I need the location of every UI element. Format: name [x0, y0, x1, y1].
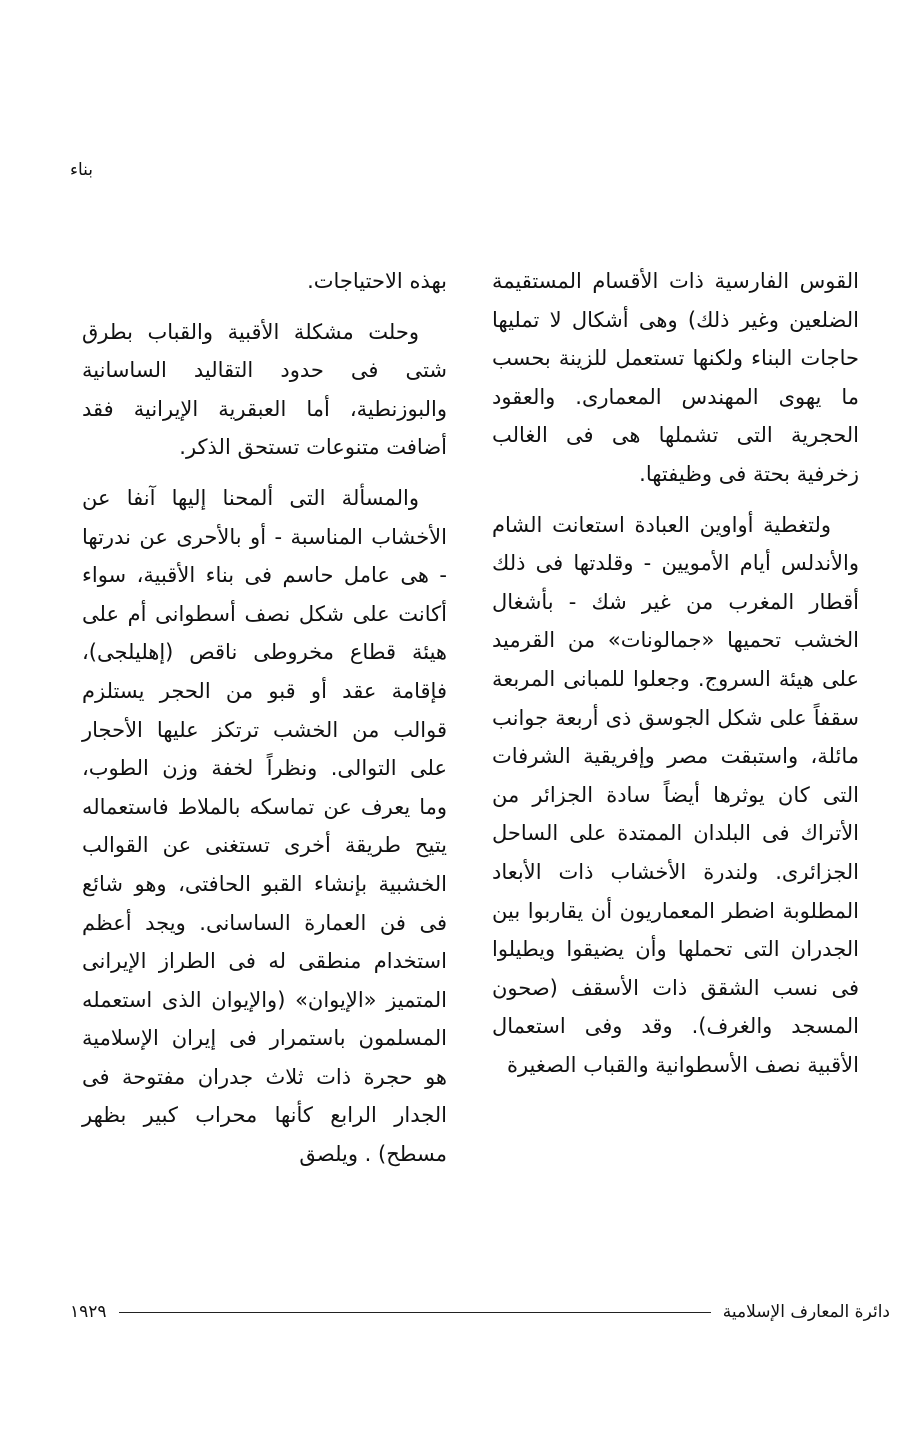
paragraph: والمسألة التى ألمحنا إليها آنفا عن الأخشاب المناسبة - أو بالأحرى عن ندرتها - هى عامل حاسم فى بناء الأقبية، سواء أكانت على شكل نصف أسطوانى أم على هيئة قطاع مخروطى ناقص (إهليلجى)، فإقامة عقد أو قبو من الحجر يستلزم قوالب من الخشب ترتكز عليها الأحجار على التوالى. ونظراً لخفة وزن الطوب، وما يعرف عن تماسكه بالملاط فاستعماله يتيح طريقة أخرى تستغنى عن القوالب الخشبية بإنشاء القبو الحافتى، وهو شائع فى فن العمارة الساسانى. ويجد أعظم استخدام منطقى له فى الطراز الإيرانى المتميز «الإيوان» (والإيوان الذى استعمله المسلمون باستمرار فى إيران الإسلامية هو حجرة ذات ثلاث جدران مفتوحة فى الجدار الرابع كأنها محراب كبير بظهر مسطح) . ويلصق — [82, 485, 447, 1167]
running-head: بناء — [70, 160, 94, 180]
right-column — [492, 262, 859, 1084]
left-column — [82, 262, 447, 1174]
paragraph: القوس الفارسية ذات الأقسام المستقيمة الضلعين وغير ذلك) وهى أشكال لا تمليها حاجات البناء ولكنها تستعمل للزينة بحسب ما يهوى المهندس المعمارى. والعقود الحجرية التى تشملها هى فى الغالب زخرفية بحتة فى وظيفتها. — [492, 269, 859, 486]
paragraph: بهذه الاحتياجات. — [307, 269, 447, 293]
paragraph: وحلت مشكلة الأقبية والقباب بطرق شتى فى حدود التقاليد الساسانية والبوزنطية، أما العبقرية الإيرانية فقد أضافت متنوعات تستحق الذكر. — [82, 319, 447, 460]
page-number: ١٩٢٩ — [70, 1302, 107, 1322]
page-footer — [70, 1300, 890, 1324]
footer-rule — [119, 1312, 711, 1313]
footer-title: دائرة المعارف الإسلامية — [722, 1302, 890, 1322]
paragraph: ولتغطية أواوين العبادة استعانت الشام والأندلس أيام الأمويين - وقلدتها فى ذلك أقطار المغرب من غير شك - بأشغال الخشب تحميها «جمالونات» من القرميد على هيئة السروج. وجعلوا للمبانى المربعة سقفاً على شكل الجوسق ذى أربعة جوانب مائلة، واستبقت مصر وإفريقية الشرفات التى كان يوثرها أيضاً سادة الجزائر من الأتراك فى البلدان الممتدة على الساحل الجزائرى. ولندرة الأخشاب ذات الأبعاد المطلوبة اضطر المعماريون أن يقاربوا بين الجدران التى تحملها وأن يضيقوا ويطيلوا فى نسب الشقق ذات الأسقف (صحون المسجد والغرف). وقد وفى استعمال الأقبية نصف الأسطوانية والقباب الصغيرة — [492, 512, 859, 1077]
